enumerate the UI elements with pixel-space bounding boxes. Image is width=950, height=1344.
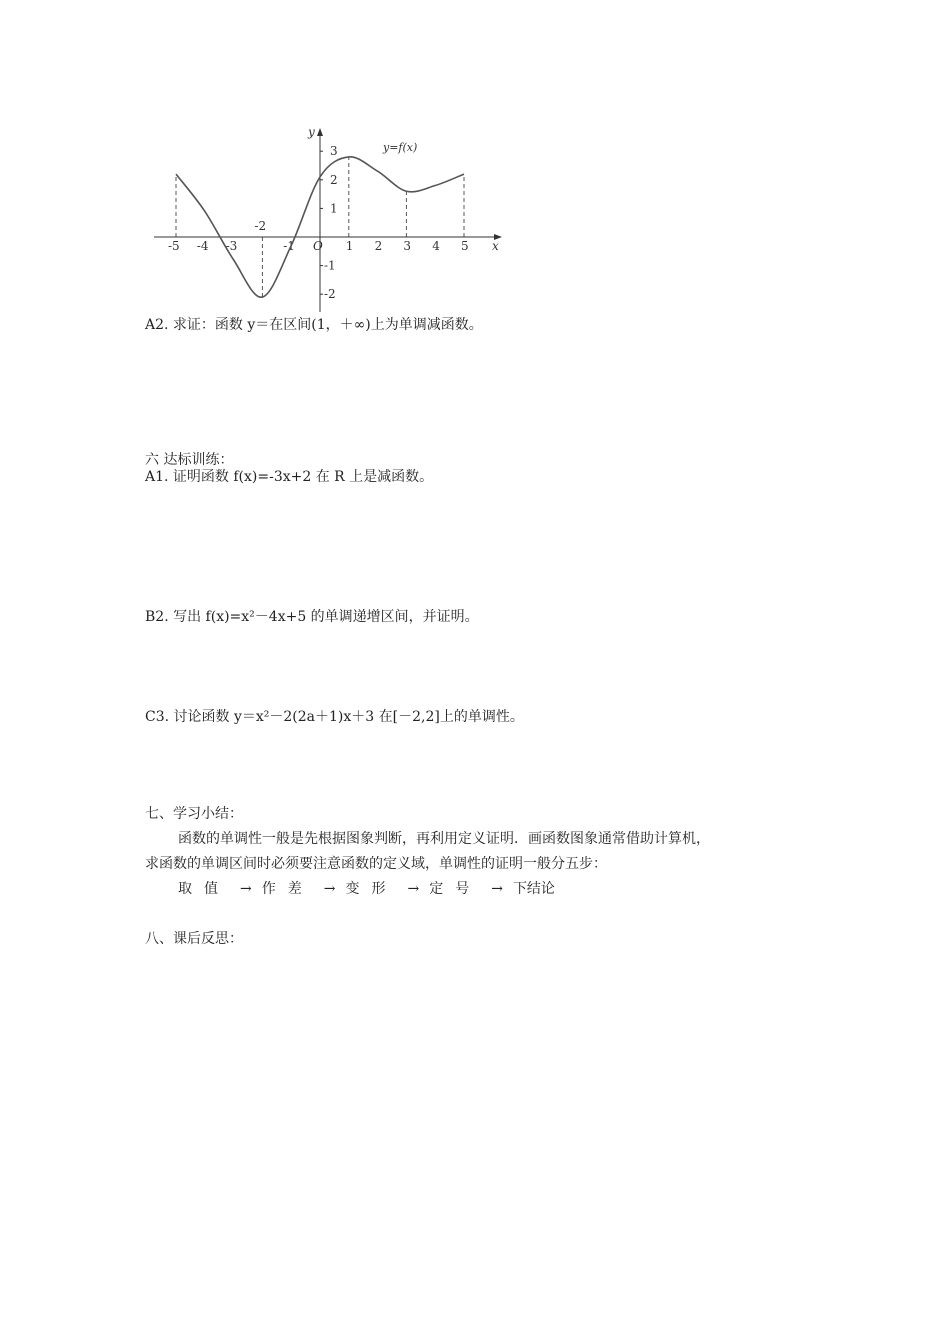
- arrow-icon: →: [240, 881, 252, 897]
- x-tick-label: -4: [196, 239, 209, 253]
- section-7-heading: 七、学习小结：: [145, 806, 243, 822]
- summary-paragraph-2: 求函数的单调区间时必须要注意函数的定义域，单调性的证明一般分五步：: [145, 856, 607, 872]
- y-tick-label: 3: [330, 144, 338, 159]
- x-tick-label: 2: [374, 239, 383, 253]
- axes: [154, 128, 502, 312]
- arrow-icon: →: [491, 881, 503, 897]
- step-5: 下结论: [512, 881, 555, 897]
- arrow-icon: →: [407, 881, 420, 897]
- y-tick-label: 1: [330, 201, 338, 216]
- section-8-heading: 八、课后反思：: [145, 931, 243, 947]
- origin-label: O: [313, 239, 323, 253]
- x-tick-label: 1: [345, 239, 354, 253]
- x-tick-label: 5: [461, 239, 469, 253]
- step-3: 变形: [345, 881, 398, 897]
- x-axis-label: x: [492, 239, 499, 253]
- x-tick-label: 4: [432, 239, 440, 253]
- summary-paragraph-1: 函数的单调性一般是先根据图象判断，再利用定义证明．画函数图象通常借助计算机，: [178, 831, 710, 847]
- y-axis-label: y: [308, 125, 315, 139]
- y-tick-label: 2: [330, 172, 338, 187]
- problem-b2: B2. 写出 f(x)=x²－4x+5 的单调递增区间，并证明。: [145, 609, 479, 625]
- y-tick-labels: [320, 144, 338, 301]
- arrow-icon: →: [323, 881, 336, 897]
- step-1: 取值: [178, 881, 230, 897]
- function-graph: [150, 122, 510, 317]
- step-4: 定号: [429, 881, 482, 897]
- x-tick-label: -3: [225, 239, 238, 253]
- x-tick-label: -5: [168, 239, 180, 253]
- step-2: 作差: [261, 881, 314, 897]
- x-tick-label: 3: [403, 239, 412, 253]
- proof-steps: [178, 880, 555, 898]
- curve-label: y=f(x): [383, 141, 418, 154]
- y-tick-label: -2: [324, 287, 336, 302]
- problem-a2: A2. 求证：函数 y＝在区间(1，＋∞)上为单调减函数。: [145, 317, 483, 333]
- problem-c3: C3. 讨论函数 y＝x²－2(2a＋1)x＋3 在[－2,2]上的单调性。: [145, 709, 524, 725]
- y-tick-label: -1: [324, 258, 336, 273]
- problem-a1: A1. 证明函数 f(x)=-3x+2 在 R 上是减函数。: [145, 469, 434, 485]
- section-6-heading: 六 达标训练：: [145, 452, 234, 468]
- x-tick-label: -1: [283, 239, 295, 253]
- min-x-label: -2: [254, 219, 267, 233]
